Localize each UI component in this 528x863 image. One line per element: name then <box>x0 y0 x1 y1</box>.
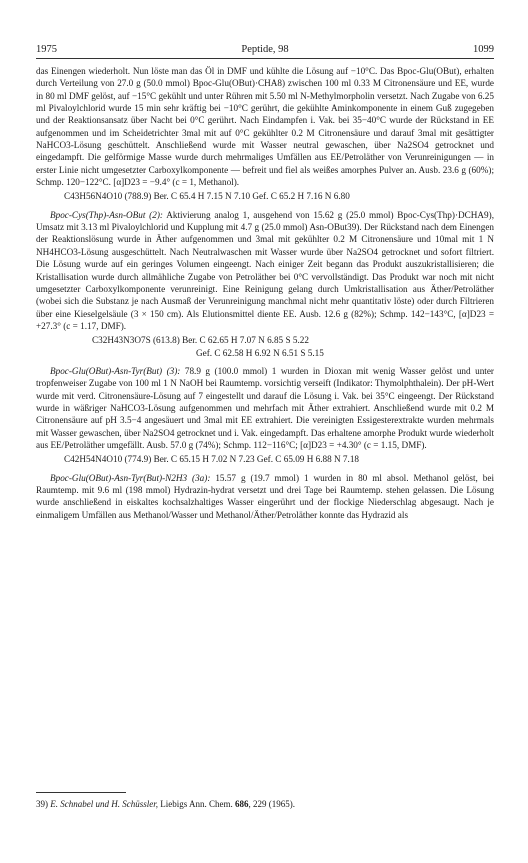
footnote-rule <box>36 792 126 793</box>
analysis-2-calculated: C32H43N3O7S (613.8) Ber. C 62.65 H 7.07 N 6.85 S 5.22 <box>92 335 309 346</box>
elemental-analysis-2 <box>36 334 494 359</box>
footnote-authors: E. Schnabel und H. Schüssler, <box>50 799 158 809</box>
compound-3-name: Bpoc-Glu(OBut)-Asn-Tyr(But) (3): <box>50 365 181 376</box>
compound-3a-name: Bpoc-Glu(OBut)-Asn-Tyr(But)-N2H3 (3a): <box>50 472 211 483</box>
footnote-pages: , 229 (1965). <box>248 799 295 809</box>
compound-3-procedure: 78.9 g (100.0 mmol) 1 wurden in Dioxan mit wenig Wasser gelöst und unter tropfenweiser Zugabe von 100 ml 1 N NaOH bei Raumtemp. vorsichtig verseift (Indikator: Thymolphthalein). Der pH-Wert wurde mit verd. Citronensäure-Lösung auf 7 eingestellt und darauf die Lösung i. Vak. bei 35°C eingeengt. Der Rückstand wurde in wäßriger NaHCO3-Lösung aufgenommen und mehrfach mit Äther extrahiert. Anschließend wurde mit 0.2 M Citronensäure auf pH 3.5−4 angesäuert und 3mal mit EE extrahiert. Die vereinigten Essigesterextrakte wurden mehrmals mit Wasser gewaschen, über Na2SO4 getrocknet und i. Vak. eingedampft. Das erhaltene amorphe Produkt wurde wiederholt aus EE/Petroläther umgefällt. Ausb. 57.0 g (74%); Schmp. 112−116°C; [α]D23 = +4.30° (c = 1.15, DMF). <box>36 365 494 450</box>
body-text <box>36 65 494 521</box>
footnote-marker: 39) <box>36 799 48 809</box>
header-year: 1975 <box>36 44 57 55</box>
compound-2-procedure: Aktivierung analog 1, ausgehend von 15.62 g (25.0 mmol) Bpoc-Cys(Thp)·DCHA9), Umsatz mit 3.13 ml Pivaloylchlorid und Kupplung mit 4.7 g (25.0 mmol) Asn-OBut39). Der Rückstand nach dem Einengen der Reaktionslösung wurde in Äther aufgenommen und 3mal mit gekühlter 0.2 M Citronensäure und 10mal mit 1 N NH4HCO3-Lösung ausgeschüttelt. Nach Neutralwaschen mit Wasser wurde über Na2SO4 getrocknet und sofort filtriert. Die Lösung wurde auf ein geringes Volumen eingeengt. Nach einiger Zeit begann das Produkt auszukristallisieren; die Kristallisation wurde durch allmähliche Zugabe von Petroläther bei 0°C vervollständigt. Das Produkt war noch mit nicht umgesetzter Carboxylkomponente verunreinigt. Eine Reinigung gelang durch Umkristallisation aus Äther/Petroläther (wobei sich die Substanz je nach Ausmaß der Verunreinigung manchmal nicht mehr quantitativ löste) oder durch Filtrieren über eine Kieselgelsäule (3 × 150 cm). Als Elutionsmittel diente EE. Ausb. 12.6 g (82%); Schmp. 142−143°C, [α]D23 = +27.3° (c = 1.17, DMF). <box>36 209 494 331</box>
paragraph-compound-3a <box>36 472 494 521</box>
analysis-2-found: Gef. C 62.58 H 6.92 N 6.51 S 5.15 <box>196 347 324 358</box>
paragraph-continued: das Einengen wiederholt. Nun löste man das Öl in DMF und kühlte die Lösung auf −10°C. Das Bpoc-Glu(OBut), erhalten durch Verteilung von 27.0 g (50.0 mmol) Bpoc-Glu(OBut)·CHA8) zwischen 100 ml 0.33 M Citronensäure und EE, wurde in 80 ml DMF gelöst, auf −15°C gekühlt und unter Rühren mit 5.50 ml N-Methylmorpholin versetzt. Nach Zugabe von 6.25 ml Pivaloylchlorid wurde 15 min sehr kräftig bei −10°C gerührt, die gekühlte Aminkomponente in einem Guß zugegeben und der Reaktionsansatz über Nacht bei 0°C gerührt. Nach Eindampfen i. Vak. bei 35−40°C wurde der Rückstand in EE aufgenommen und im Scheidetrichter 3mal mit auf 0°C gekühlter 0.2 M Citronensäure und darauf 3mal mit gesättigter NaHCO3-Lösung geschüttelt. Anschließend wurde mit Wasser neutral gewaschen, über Na2SO4 getrocknet und eingedampft. Die gelförmige Masse wurde durch mehrmaliges Umfällen aus EE/Petroläther von Verunreinigungen — in erster Linie nicht umgesetzter Carboxylkomponente — befreit und fiel als weißes amorphes Pulver an. Ausb. 23.6 g (60%); Schmp. 120−122°C. [α]D23 = −9.4° (c = 1, Methanol). <box>36 66 494 188</box>
header-rule <box>36 58 494 59</box>
footnote-volume: 686 <box>235 799 249 809</box>
footnote <box>36 798 494 810</box>
paragraph-compound-3 <box>36 365 494 451</box>
compound-2-name: Bpoc-Cys(Thp)-Asn-OBut (2): <box>50 209 163 220</box>
footnote-journal: Liebigs Ann. Chem. <box>158 799 235 809</box>
header-page-number: 1099 <box>473 44 494 55</box>
elemental-analysis-1: C43H56N4O10 (788.9) Ber. C 65.4 H 7.15 N 7.10 Gef. C 65.2 H 7.16 N 6.80 <box>64 191 350 202</box>
elemental-analysis-3: C42H54N4O10 (774.9) Ber. C 65.15 H 7.02 N 7.23 Gef. C 65.09 H 6.88 N 7.18 <box>64 454 360 465</box>
header-title: Peptide, 98 <box>241 44 289 55</box>
paragraph-compound-2 <box>36 209 494 332</box>
compound-3a-procedure: 15.57 g (19.7 mmol) 1 wurden in 80 ml absol. Methanol gelöst, bei Raumtemp. mit 9.6 ml (198 mmol) Hydrazin-hydrat versetzt und drei Tage bei Raumtemp. stehen gelassen. Die Lösung wurde anschließend in eiskaltes kochsalzhaltiges Wasser eingerührt und der flockige Niederschlag abgesaugt. Nach je einmaligem Umfällen aus Methanol/Wasser und Methanol/Äther/Petroläther konnte das Hydrazid als <box>36 472 495 520</box>
